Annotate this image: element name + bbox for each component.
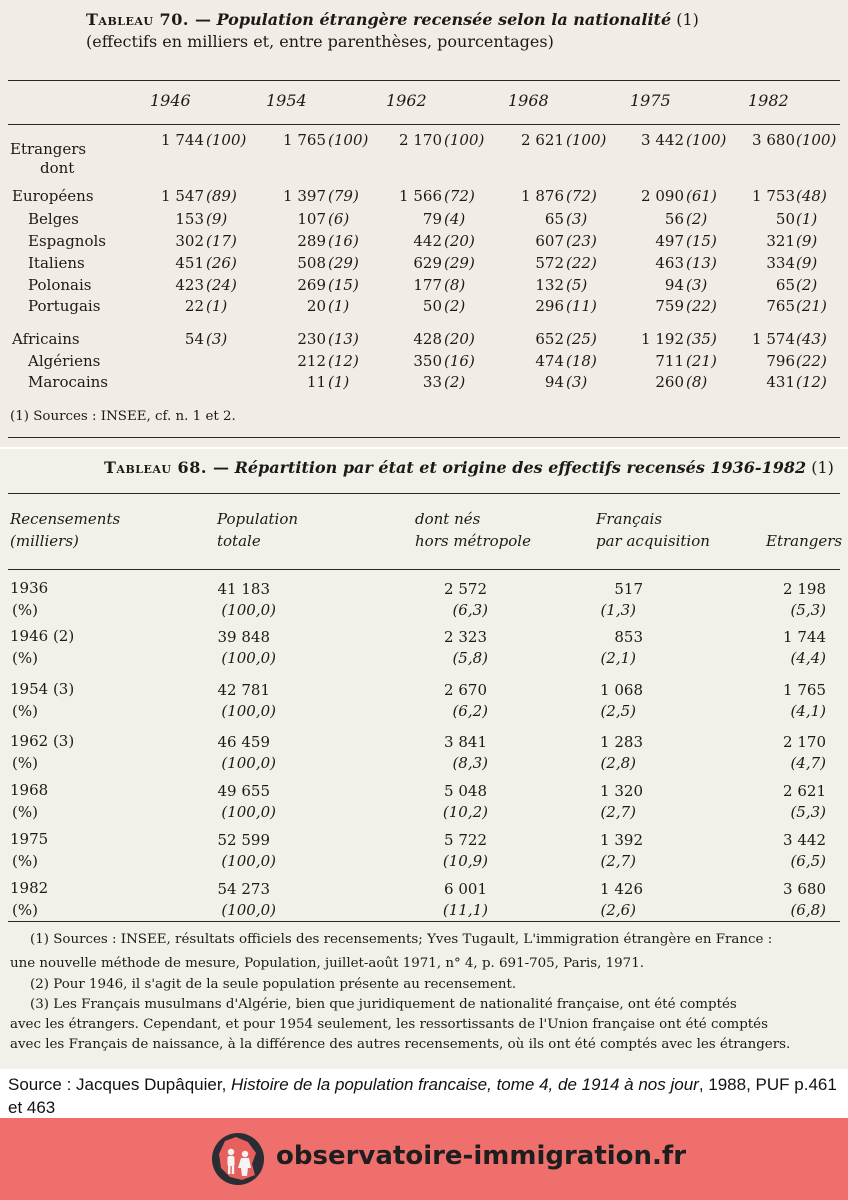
t70-percent: (9)	[796, 232, 818, 250]
t70-value: 1 753	[752, 187, 795, 205]
t68-footnote-line: (3) Les Français musulmans d'Algérie, bien que juridiquement de nationalité française, ont été comptés	[30, 997, 737, 1012]
t68-footnote-line: (2) Pour 1946, il s'agit de la seule population présente au recensement.	[30, 977, 517, 992]
t70-value: 431	[766, 373, 795, 391]
t70-percent: (16)	[444, 352, 475, 370]
t70-value: 711	[655, 352, 684, 370]
t70-value: 1 547	[161, 187, 204, 205]
t70-value: 652	[535, 330, 564, 348]
t70-percent: (22)	[686, 297, 717, 315]
t68-pct-label: (%)	[12, 702, 38, 720]
t70-value: 607	[535, 232, 564, 250]
t70-row-label: Belges	[28, 210, 79, 228]
t70-row-label: Africains	[12, 330, 80, 348]
t70-value: 2 090	[641, 187, 684, 205]
t68-percent: (10,2)	[442, 803, 488, 821]
t68-value: 3 841	[444, 733, 487, 751]
t70-percent: (3)	[566, 373, 588, 391]
t70-row-label: Portugais	[28, 297, 101, 315]
people-icon	[212, 1133, 264, 1185]
t70-value: 451	[175, 254, 204, 272]
t70-percent: (26)	[206, 254, 237, 272]
t70-rule-top	[8, 80, 840, 81]
t70-percent: (100)	[328, 131, 369, 149]
t68-title: Tableau 68. — Répartition par état et origine des effectifs recensés 1936-1982 (1)	[104, 458, 834, 477]
t68-pct-label: (%)	[12, 901, 38, 919]
t70-row-label: Européens	[12, 187, 94, 205]
t70-title: Tableau 70. — Population étrangère recensée selon la nationalité (1)	[86, 10, 699, 29]
t68-percent: (8,3)	[452, 754, 488, 772]
t70-percent: (21)	[796, 297, 827, 315]
t70-value: 132	[535, 276, 564, 294]
t68-footnote-line: avec les étrangers. Cependant, et pour 1954 seulement, les ressortissants de l'Union française ont été comptés	[10, 1017, 768, 1032]
t68-value: 1 392	[600, 831, 643, 849]
t68-rule-bottom	[8, 921, 840, 922]
t68-percent: (100,0)	[221, 803, 276, 821]
t70-row-label: Marocains	[28, 373, 109, 391]
t70-value: 20	[306, 297, 326, 315]
site-name[interactable]: observatoire-immigration.fr	[276, 1141, 687, 1171]
t70-value: 153	[175, 210, 204, 228]
t68-value: 2 170	[783, 733, 826, 751]
t70-percent: (1)	[796, 210, 818, 228]
t70-year: 1975	[630, 91, 671, 110]
t70-percent: (72)	[566, 187, 597, 205]
t68-percent: (2,6)	[600, 901, 636, 919]
source-citation: Source : Jacques Dupâquier, Histoire de la population francaise, tome 4, de 1914 à nos jour, 1988, PUF p.461 et 463	[8, 1075, 837, 1117]
t70-percent: (100)	[686, 131, 727, 149]
t68-percent: (4,4)	[790, 649, 826, 667]
t70-value: 474	[535, 352, 564, 370]
t68-header-line2: totale	[217, 532, 261, 550]
t70-value: 33	[422, 373, 442, 391]
t70-value: 428	[413, 330, 442, 348]
t68-percent: (6,5)	[790, 852, 826, 870]
t68-value: 3 680	[783, 880, 826, 898]
t70-value: 442	[413, 232, 442, 250]
t70-percent: (11)	[566, 297, 597, 315]
t68-percent: (6,8)	[790, 901, 826, 919]
t70-value: 497	[655, 232, 684, 250]
t70-percent: (100)	[796, 131, 837, 149]
t68-value: 2 198	[783, 580, 826, 598]
t68-footnote-line: avec les Français de naissance, à la différence des autres recensements, où ils ont été comptés avec les étrangers.	[10, 1037, 791, 1052]
t68-percent: (100,0)	[221, 754, 276, 772]
t68-header-line1: Recensements	[10, 510, 121, 528]
t70-percent: (25)	[566, 330, 597, 348]
t70-year: 1954	[266, 91, 307, 110]
t70-row-label: Polonais	[28, 276, 92, 294]
t68-percent: (2,7)	[600, 852, 636, 870]
t70-percent: (72)	[444, 187, 475, 205]
t68-percent: (2,1)	[600, 649, 636, 667]
t70-percent: (13)	[328, 330, 359, 348]
t68-percent: (100,0)	[221, 852, 276, 870]
t68-percent: (100,0)	[221, 649, 276, 667]
t68-value: 853	[614, 628, 643, 646]
t70-percent: (23)	[566, 232, 597, 250]
t70-percent: (16)	[328, 232, 359, 250]
t68-year: 1946 (2)	[10, 627, 75, 645]
t70-value: 296	[535, 297, 564, 315]
t70-percent: (61)	[686, 187, 717, 205]
t68-pct-label: (%)	[12, 852, 38, 870]
t70-percent: (18)	[566, 352, 597, 370]
t70-percent: (12)	[328, 352, 359, 370]
t70-value: 107	[297, 210, 326, 228]
t70-value: 3 442	[641, 131, 684, 149]
t70-percent: (4)	[444, 210, 466, 228]
t70-percent: (29)	[444, 254, 475, 272]
t70-value: 1 765	[283, 131, 326, 149]
t68-value: 2 323	[444, 628, 487, 646]
t68-value: 2 572	[444, 580, 487, 598]
t68-value: 517	[614, 580, 643, 598]
t70-value: 463	[655, 254, 684, 272]
t68-year: 1982	[10, 879, 49, 897]
t70-value: 269	[297, 276, 326, 294]
t70-value: 230	[297, 330, 326, 348]
t70-percent: (1)	[328, 297, 350, 315]
tableau-70	[0, 0, 848, 447]
t70-row-label: Algériens	[28, 352, 101, 370]
t70-percent: (2)	[796, 276, 818, 294]
t70-value: 350	[413, 352, 442, 370]
t70-percent: (21)	[686, 352, 717, 370]
t70-percent: (3)	[566, 210, 588, 228]
t70-percent: (2)	[444, 373, 466, 391]
t70-row-label: Etrangers	[10, 140, 87, 158]
t70-value: 334	[766, 254, 795, 272]
t70-value: 2 621	[521, 131, 564, 149]
t68-percent: (100,0)	[221, 901, 276, 919]
t70-percent: (89)	[206, 187, 237, 205]
t68-value: 6 001	[444, 880, 487, 898]
t68-percent: (2,8)	[600, 754, 636, 772]
t70-percent: (22)	[566, 254, 597, 272]
t70-value: 759	[655, 297, 684, 315]
t70-rule-mid	[8, 124, 840, 125]
t68-percent: (2,5)	[600, 702, 636, 720]
t68-header-line2: par acquisition	[596, 532, 710, 550]
t68-year: 1975	[10, 830, 49, 848]
t70-percent: (100)	[566, 131, 607, 149]
t68-value: 39 848	[217, 628, 270, 646]
t70-year: 1968	[508, 91, 549, 110]
t70-percent: (9)	[206, 210, 228, 228]
t68-year: 1936	[10, 579, 49, 597]
t70-percent: (100)	[206, 131, 247, 149]
t68-value: 54 273	[217, 880, 270, 898]
t68-pct-label: (%)	[12, 754, 38, 772]
t70-value: 1 192	[641, 330, 684, 348]
t68-pct-label: (%)	[12, 803, 38, 821]
t70-percent: (6)	[328, 210, 350, 228]
t70-percent: (3)	[686, 276, 708, 294]
t70-subtitle: (effectifs en milliers et, entre parenthèses, pourcentages)	[86, 32, 554, 51]
t68-header-line1: Français	[596, 510, 663, 528]
t70-value: 260	[655, 373, 684, 391]
t68-percent: (5,3)	[790, 601, 826, 619]
t70-percent: (17)	[206, 232, 237, 250]
t70-percent: (48)	[796, 187, 827, 205]
t68-year: 1954 (3)	[10, 680, 75, 698]
t70-value: 1 574	[752, 330, 795, 348]
t70-percent: (15)	[328, 276, 359, 294]
t70-value: 65	[544, 210, 564, 228]
t68-value: 41 183	[217, 580, 270, 598]
t70-value: 1 397	[283, 187, 326, 205]
t68-percent: (100,0)	[221, 601, 276, 619]
t68-percent: (100,0)	[221, 702, 276, 720]
t70-value: 65	[775, 276, 795, 294]
t70-value: 629	[413, 254, 442, 272]
t70-year: 1962	[386, 91, 427, 110]
t70-value: 50	[422, 297, 442, 315]
t70-footnote: (1) Sources : INSEE, cf. n. 1 et 2.	[10, 409, 236, 424]
t70-row-label: Espagnols	[28, 232, 106, 250]
t68-rule-top	[8, 493, 840, 494]
t68-value: 3 442	[783, 831, 826, 849]
t68-percent: (2,7)	[600, 803, 636, 821]
t70-percent: (1)	[328, 373, 350, 391]
t68-header-line2: hors métropole	[415, 532, 531, 550]
t70-percent: (24)	[206, 276, 237, 294]
t68-value: 49 655	[217, 782, 270, 800]
t68-header-line1: dont nés	[415, 510, 481, 528]
t68-value: 5 722	[444, 831, 487, 849]
t68-value: 1 426	[600, 880, 643, 898]
t70-percent: (2)	[686, 210, 708, 228]
t68-percent: (5,3)	[790, 803, 826, 821]
t70-value: 79	[422, 210, 442, 228]
t70-percent: (29)	[328, 254, 359, 272]
t70-percent: (8)	[444, 276, 466, 294]
t68-percent: (1,3)	[600, 601, 636, 619]
t70-percent: (2)	[444, 297, 466, 315]
t70-value: 508	[297, 254, 326, 272]
t70-percent: (15)	[686, 232, 717, 250]
t70-value: 423	[175, 276, 204, 294]
t68-percent: (10,9)	[442, 852, 488, 870]
t70-value: 2 170	[399, 131, 442, 149]
observatoire-logo	[212, 1133, 264, 1185]
t68-value: 1 744	[783, 628, 826, 646]
t70-value: 56	[664, 210, 684, 228]
t70-percent: (20)	[444, 330, 475, 348]
t70-percent: (35)	[686, 330, 717, 348]
t68-value: 46 459	[217, 733, 270, 751]
t70-value: 796	[766, 352, 795, 370]
t70-value: 54	[184, 330, 204, 348]
t70-rule-bottom	[8, 437, 840, 438]
t70-percent: (5)	[566, 276, 588, 294]
t68-percent: (4,7)	[790, 754, 826, 772]
t70-value: 22	[184, 297, 204, 315]
tableau-68	[0, 449, 848, 1069]
t70-value: 765	[766, 297, 795, 315]
t68-percent: (11,1)	[442, 901, 488, 919]
t68-percent: (6,3)	[452, 601, 488, 619]
t68-value: 1 765	[783, 681, 826, 699]
t68-year: 1968	[10, 781, 49, 799]
t70-row-label-sub: dont	[40, 159, 75, 177]
t68-year: 1962 (3)	[10, 732, 75, 750]
t68-value: 1 283	[600, 733, 643, 751]
t68-footnote-line: (1) Sources : INSEE, résultats officiels des recensements; Yves Tugault, L'immigration étrangère en France :	[30, 932, 773, 947]
t68-header-line2: (milliers)	[10, 532, 79, 550]
t70-percent: (1)	[206, 297, 228, 315]
t68-footnote-line: une nouvelle méthode de mesure, Population, juillet-août 1971, n° 4, p. 691-705, Paris, 1971.	[10, 956, 644, 971]
t70-percent: (13)	[686, 254, 717, 272]
t70-value: 1 566	[399, 187, 442, 205]
t68-value: 1 068	[600, 681, 643, 699]
t70-percent: (20)	[444, 232, 475, 250]
t68-pct-label: (%)	[12, 649, 38, 667]
t70-value: 212	[297, 352, 326, 370]
t70-year: 1982	[748, 91, 789, 110]
t70-row-label: Italiens	[28, 254, 85, 272]
t68-percent: (4,1)	[790, 702, 826, 720]
t70-value: 289	[297, 232, 326, 250]
t68-value: 52 599	[217, 831, 270, 849]
t70-value: 11	[306, 373, 326, 391]
t70-percent: (43)	[796, 330, 827, 348]
t70-value: 94	[664, 276, 684, 294]
t70-value: 1 876	[521, 187, 564, 205]
t68-value: 2 621	[783, 782, 826, 800]
t70-percent: (79)	[328, 187, 359, 205]
t70-value: 572	[535, 254, 564, 272]
t68-percent: (5,8)	[452, 649, 488, 667]
t70-percent: (22)	[796, 352, 827, 370]
t70-value: 321	[766, 232, 795, 250]
t70-percent: (3)	[206, 330, 228, 348]
t70-percent: (12)	[796, 373, 827, 391]
t70-value: 1 744	[161, 131, 204, 149]
t70-percent: (8)	[686, 373, 708, 391]
t68-header-line2: Etrangers	[766, 532, 843, 550]
t70-year: 1946	[150, 91, 191, 110]
t68-value: 1 320	[600, 782, 643, 800]
t68-value: 5 048	[444, 782, 487, 800]
t68-header-line1: Population	[217, 510, 299, 528]
t68-value: 2 670	[444, 681, 487, 699]
t70-value: 177	[413, 276, 442, 294]
t70-percent: (100)	[444, 131, 485, 149]
t70-percent: (9)	[796, 254, 818, 272]
t70-value: 302	[175, 232, 204, 250]
t68-value: 42 781	[217, 681, 270, 699]
t70-value: 3 680	[752, 131, 795, 149]
t70-value: 50	[775, 210, 795, 228]
t68-percent: (6,2)	[452, 702, 488, 720]
t68-rule-mid	[8, 569, 840, 570]
t68-pct-label: (%)	[12, 601, 38, 619]
t70-value: 94	[544, 373, 564, 391]
